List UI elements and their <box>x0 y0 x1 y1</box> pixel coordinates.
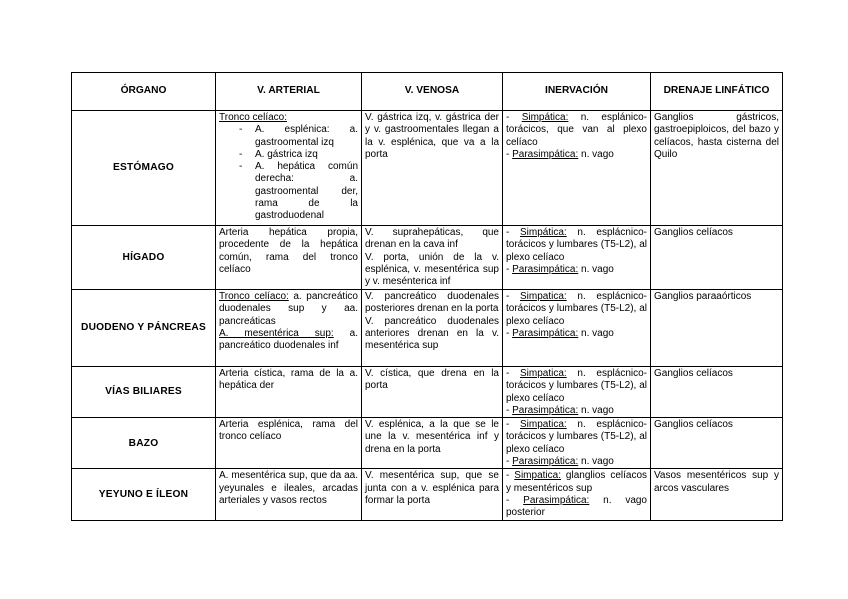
drenaje-cell: Ganglios celíacos <box>651 418 783 469</box>
drenaje-cell: Ganglios gástricos, gastroepiploicos, del bazo y celíacos, hasta cisterna del Quilo <box>651 111 783 226</box>
table-row <box>72 290 783 367</box>
parasimpatica-label: Parasimpática: <box>512 327 579 339</box>
arterial-cell <box>216 111 362 226</box>
arterial-list <box>219 124 358 222</box>
organ-cell: HÍGADO <box>72 226 216 290</box>
parasimpatica-label: Parasimpática: <box>512 148 579 160</box>
drenaje-cell: Ganglios celíacos <box>651 367 783 418</box>
header-venosa: V. VENOSA <box>362 73 503 111</box>
header-inervacion: INERVACIÓN <box>503 73 651 111</box>
table-row <box>72 469 783 520</box>
organ-cell: DUODENO Y PÁNCREAS <box>72 290 216 367</box>
inervacion-cell: - Simpática: n. esplánico-torácicos, que van al plexo celíaco - Parasimpática: n. vago <box>503 111 651 226</box>
arterial-cell: Tronco celíaco: a. pancreático duodenales sup y aa. pancreáticas A. mesentérica sup: a. pancreático duodenales inf <box>216 290 362 367</box>
arterial-title: Tronco celíaco: <box>219 112 287 123</box>
organ-cell: YEYUNO E ÍLEON <box>72 469 216 520</box>
venosa-cell: V. cística, que drena en la porta <box>362 367 503 418</box>
inervacion-cell: - Simpatica: n. esplácnico-torácicos y lumbares (T5-L2), al plexo celíaco - Parasimpática: n. vago <box>503 290 651 367</box>
header-organo: ÓRGANO <box>72 73 216 111</box>
venosa-cell: V. gástrica izq, v. gástrica der y v. gastroomentales llegan a la v. esplénica, que va a la porta <box>362 111 503 226</box>
inervacion-cell: - Simpatica: n. esplácnico-torácicos y lumbares (T5-L2), al plexo celíaco - Parasimpática: n. vago <box>503 367 651 418</box>
header-drenaje: DRENAJE LINFÁTICO <box>651 73 783 111</box>
organ-cell: ESTÓMAGO <box>72 111 216 226</box>
table-row <box>72 418 783 469</box>
organ-cell: BAZO <box>72 418 216 469</box>
simpatica-label: Simpática: <box>521 112 569 123</box>
arterial-cell: Arteria cística, rama de la a. hepática der <box>216 367 362 418</box>
simpatica-label: Simpática: <box>520 227 567 238</box>
simpatica-label: Simpatica: <box>514 470 561 482</box>
table-row <box>72 226 783 290</box>
parasimpatica-label: Parasimpática: <box>512 263 579 275</box>
inervacion-cell: - Simpática: n. esplácnico-torácicos y lumbares (T5-L2), al plexo celíaco - Parasimpática: n. vago <box>503 226 651 290</box>
simpatica-label: Simpatica: <box>520 419 567 431</box>
table-row <box>72 367 783 418</box>
drenaje-cell: Ganglios celíacos <box>651 226 783 290</box>
parasimpatica-label: Parasimpática: <box>523 494 590 506</box>
drenaje-cell: Vasos mesentéricos sup y arcos vasculares <box>651 469 783 520</box>
parasimpatica-label: Parasimpática: <box>512 456 579 468</box>
simpatica-label: Simpatica: <box>520 368 567 379</box>
header-arterial: V. ARTERIAL <box>216 73 362 111</box>
anatomy-table <box>71 72 783 521</box>
parasimpatica-label: Parasimpática: <box>512 404 579 416</box>
simpatica-label: Simpatica: <box>520 291 567 302</box>
venosa-cell: V. pancreático duodenales posteriores drenan en la porta V. pancreático duodenales anteriores drenan en la v. mesentérica sup <box>362 290 503 367</box>
list-item: - A. gástrica izq <box>239 149 358 161</box>
organ-cell: VÍAS BILIARES <box>72 367 216 418</box>
arterial-cell: Arteria esplénica, rama del tronco celíaco <box>216 418 362 469</box>
arterial-cell: A. mesentérica sup, que da aa. yeyunales e ileales, arcadas arteriales y vasos rectos <box>216 469 362 520</box>
drenaje-cell: Ganglios paraaórticos <box>651 290 783 367</box>
venosa-cell: V. suprahepáticas, que drenan en la cava inf V. porta, unión de la v. esplénica, v. mesentérica sup y v. mesénterica inf <box>362 226 503 290</box>
list-item: - A. esplénica: a. gastroomental izq <box>239 124 358 149</box>
inervacion-cell: - Simpatica: n. esplácnico-torácicos y lumbares (T5-L2), al plexo celíaco - Parasimpática: n. vago <box>503 418 651 469</box>
venosa-cell: V. mesentérica sup, que se junta con a v. esplénica para formar la porta <box>362 469 503 520</box>
venosa-cell: V. esplénica, a la que se le une la v. mesentérica inf y drena en la porta <box>362 418 503 469</box>
list-item: - A. hepática común derecha: a. gastroomental der, rama de la gastroduodenal <box>239 161 358 222</box>
header-row <box>72 73 783 111</box>
table-row <box>72 111 783 226</box>
inervacion-cell: - Simpatica: glanglios celíacos y mesentéricos sup - Parasimpática: n. vago posterior <box>503 469 651 520</box>
arterial-cell: Arteria hepática propia, procedente de la hepática común, rama del tronco celíaco <box>216 226 362 290</box>
